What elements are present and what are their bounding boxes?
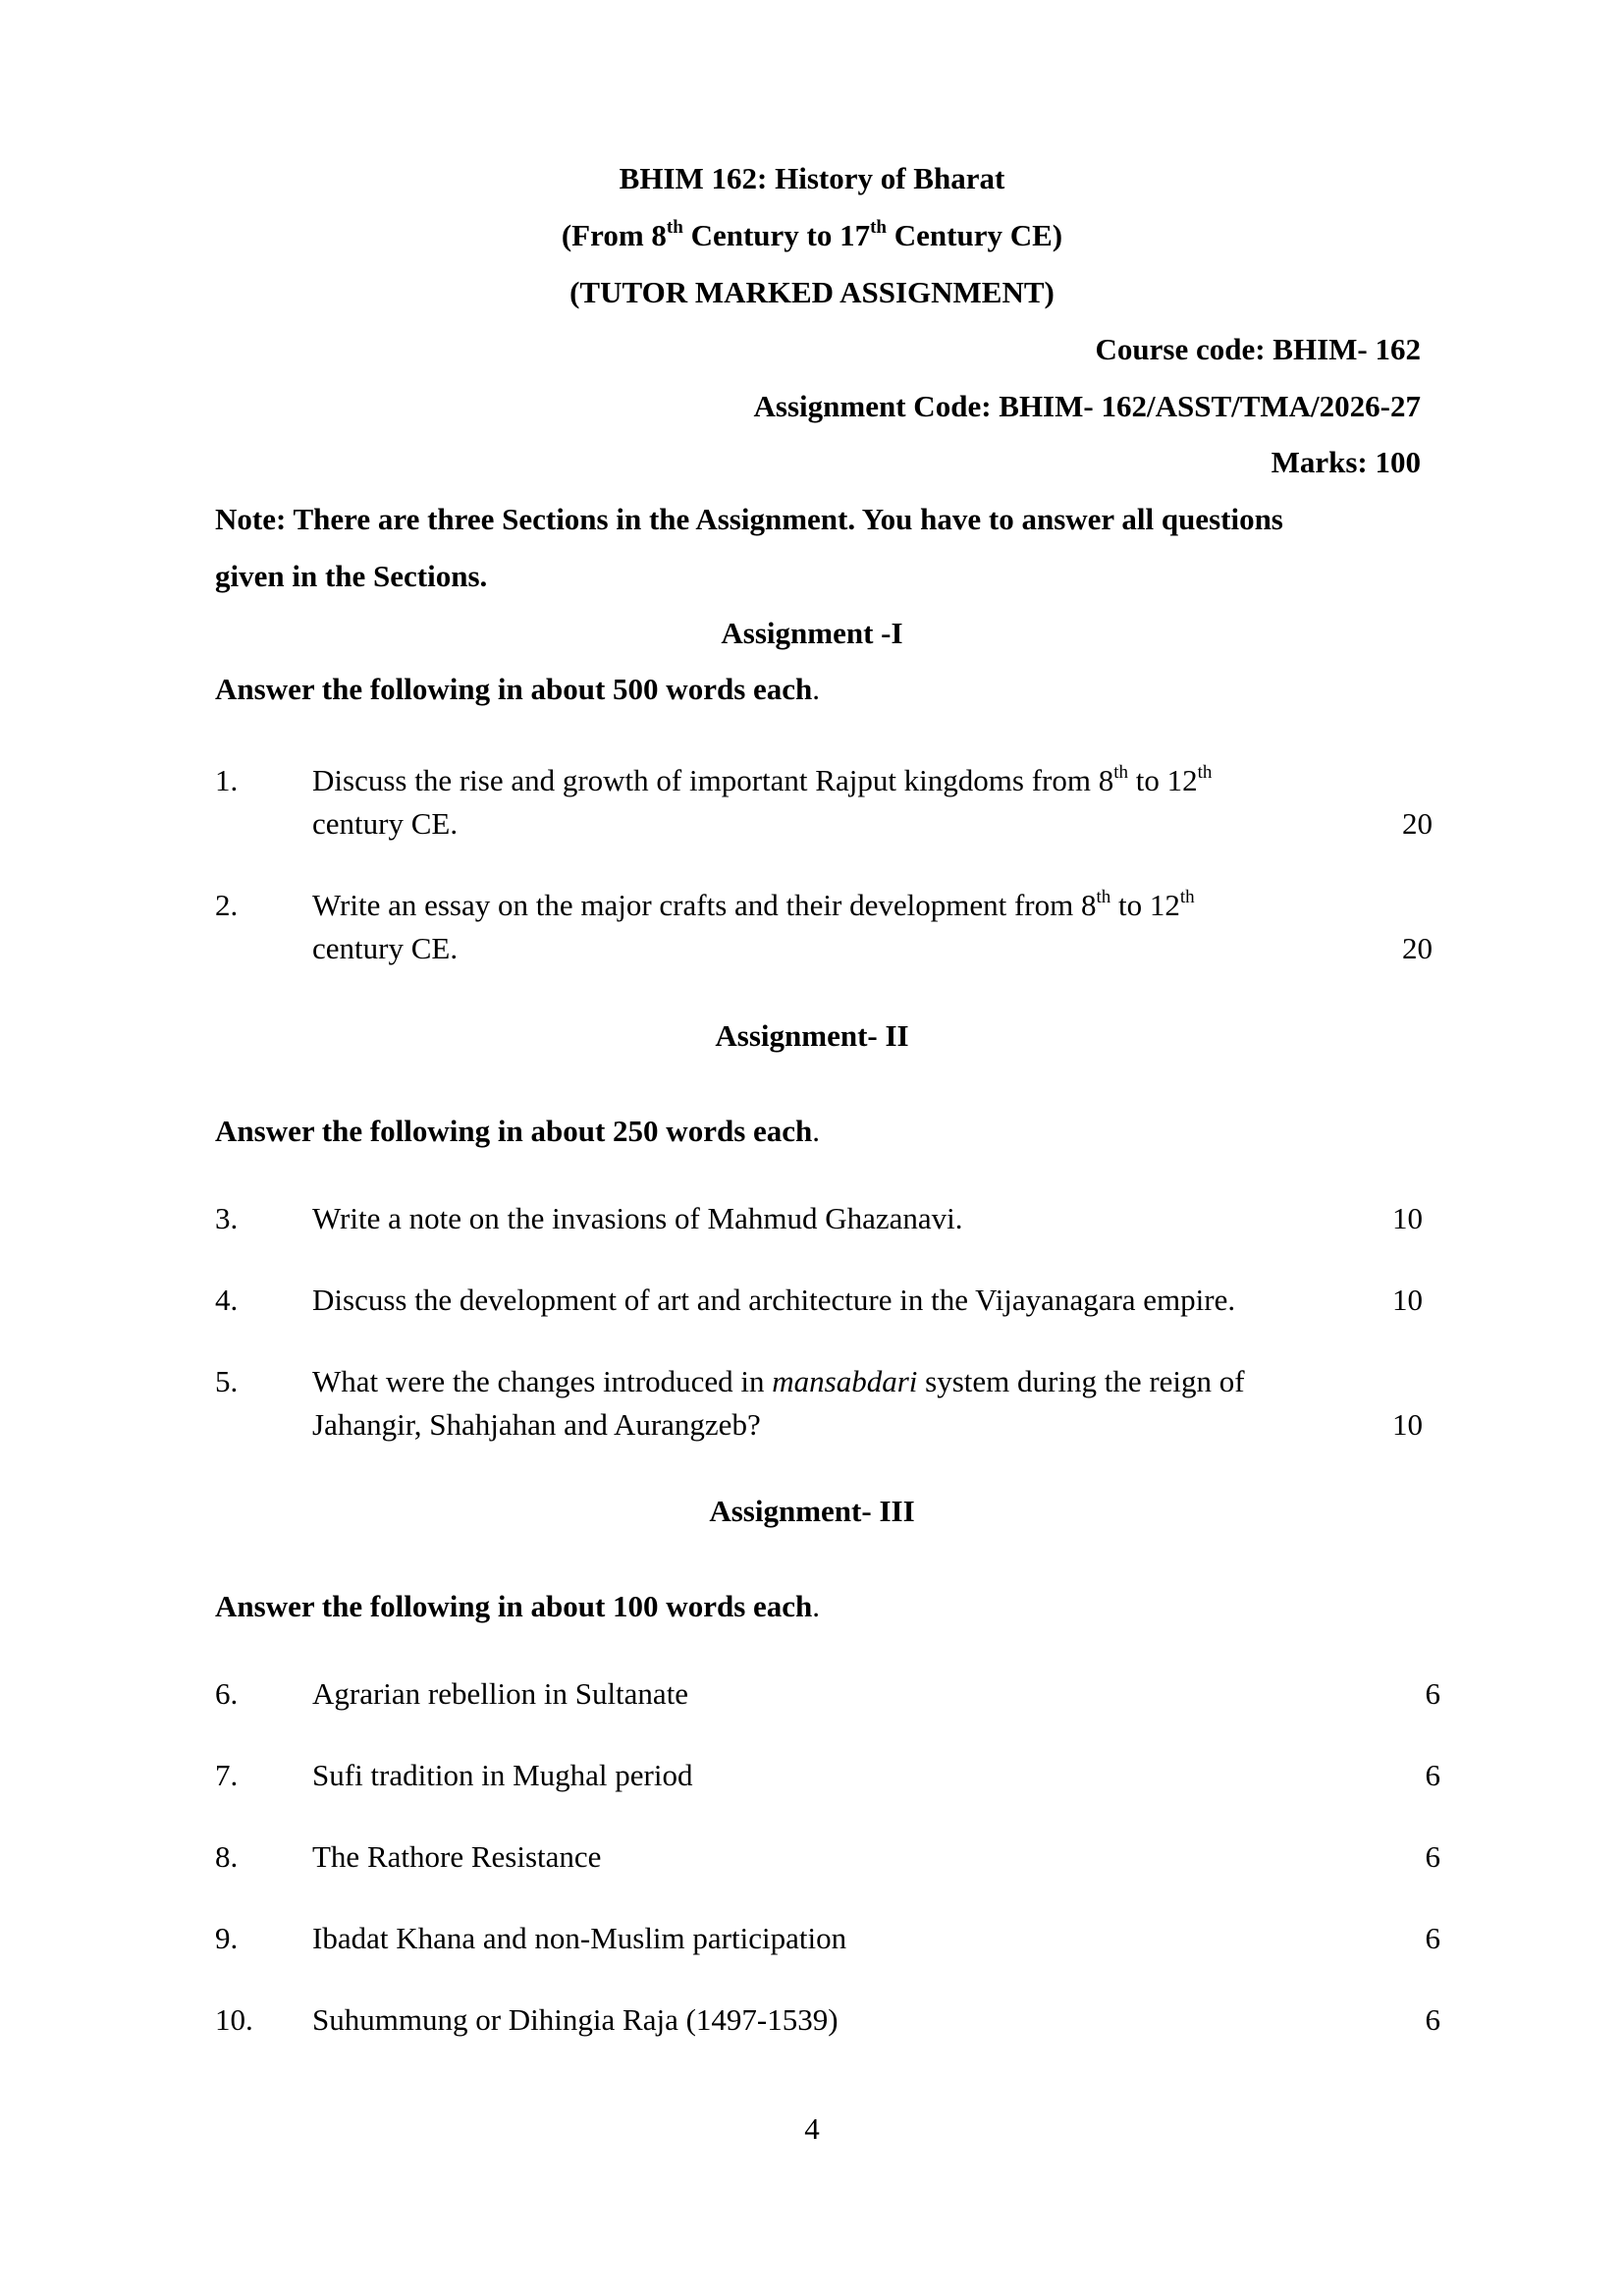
question-text: Agrarian rebellion in Sultanate bbox=[312, 1676, 689, 1711]
question-marks: 10 bbox=[1392, 1201, 1423, 1235]
question-marks: 6 bbox=[1425, 2002, 1440, 2037]
question-marks: 6 bbox=[1425, 1676, 1440, 1711]
section-instruction-2: Answer the following in about 250 words each. bbox=[215, 1114, 821, 1148]
question-number: 7. bbox=[215, 1758, 239, 1792]
question-number: 4. bbox=[215, 1283, 239, 1317]
question-marks: 10 bbox=[1392, 1407, 1423, 1442]
question-7 bbox=[215, 1754, 1440, 1797]
question-10 bbox=[215, 1998, 1440, 2042]
question-text: Sufi tradition in Mughal period bbox=[312, 1758, 693, 1792]
page-number: 4 bbox=[804, 2111, 820, 2146]
assignment-code: Assignment Code: BHIM- 162/ASST/TMA/2026-27 bbox=[753, 389, 1421, 423]
question-text: Write a note on the invasions of Mahmud Ghazanavi. bbox=[312, 1201, 963, 1235]
course-code: Course code: BHIM- 162 bbox=[1095, 332, 1421, 366]
total-marks: Marks: 100 bbox=[1271, 445, 1421, 479]
question-3 bbox=[215, 1197, 1433, 1240]
question-marks: 6 bbox=[1425, 1758, 1440, 1792]
section-instruction-3: Answer the following in about 100 words each. bbox=[215, 1589, 821, 1623]
note-line-2: given in the Sections. bbox=[215, 559, 488, 593]
section-title-1: Assignment -I bbox=[721, 616, 903, 650]
course-subtitle: (From 8th Century to 17th Century CE) bbox=[561, 216, 1063, 252]
question-8 bbox=[215, 1835, 1440, 1879]
question-1 bbox=[215, 759, 1433, 847]
question-6 bbox=[215, 1672, 1440, 1716]
section-title-3: Assignment- III bbox=[709, 1494, 915, 1528]
question-number: 2. bbox=[215, 888, 239, 922]
section-instruction-1: Answer the following in about 500 words each. bbox=[215, 672, 821, 706]
question-number: 6. bbox=[215, 1676, 239, 1711]
question-text: The Rathore Resistance bbox=[312, 1839, 602, 1874]
question-number: 3. bbox=[215, 1201, 239, 1235]
question-marks: 10 bbox=[1392, 1283, 1423, 1317]
question-number: 8. bbox=[215, 1839, 239, 1874]
question-marks: 6 bbox=[1425, 1839, 1440, 1874]
question-text: What were the changes introduced in mansabdari system during the reign of Jahangir, Shahjahan and Aurangzeb? bbox=[312, 1364, 1245, 1442]
question-text: Discuss the development of art and architecture in the Vijayanagara empire. bbox=[312, 1283, 1236, 1317]
question-5 bbox=[215, 1360, 1433, 1449]
question-2 bbox=[215, 884, 1433, 972]
question-text: Discuss the rise and growth of important Rajput kingdoms from 8th to 12th century CE. bbox=[312, 761, 1213, 841]
question-number: 5. bbox=[215, 1364, 239, 1398]
question-text: Suhummung or Dihingia Raja (1497-1539) bbox=[312, 2002, 839, 2037]
question-number: 9. bbox=[215, 1921, 239, 1955]
assignment-type: (TUTOR MARKED ASSIGNMENT) bbox=[569, 275, 1055, 309]
question-4 bbox=[215, 1279, 1433, 1322]
question-marks: 6 bbox=[1425, 1921, 1440, 1955]
course-title: BHIM 162: History of Bharat bbox=[619, 161, 1005, 195]
question-marks: 20 bbox=[1402, 806, 1433, 841]
note-line-1: Note: There are three Sections in the Assignment. You have to answer all questions bbox=[215, 502, 1283, 536]
question-text: Ibadat Khana and non-Muslim participation bbox=[312, 1921, 847, 1955]
question-text: Write an essay on the major crafts and their development from 8th to 12th century CE. bbox=[312, 886, 1195, 965]
question-9 bbox=[215, 1917, 1440, 1960]
section-title-2: Assignment- II bbox=[715, 1018, 909, 1053]
question-number: 10. bbox=[215, 2002, 253, 2037]
question-number: 1. bbox=[215, 763, 239, 797]
question-marks: 20 bbox=[1402, 931, 1433, 965]
